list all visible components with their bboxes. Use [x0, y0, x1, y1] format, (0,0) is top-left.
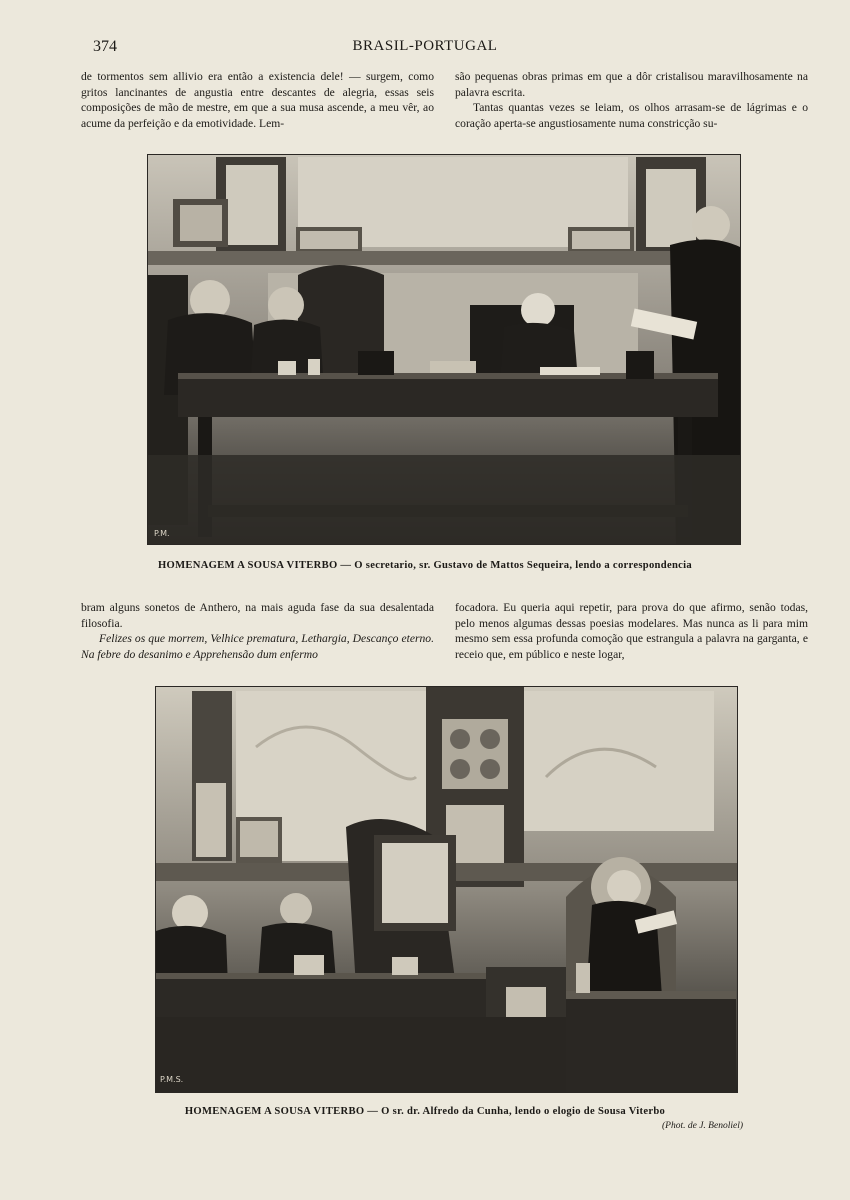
photo-eulogy-reading: [155, 686, 738, 1093]
paragraph: [81, 631, 434, 662]
paragraph: focadora. Eu queria aqui repetir, para prova do que afirmo, senão todas, pelo menos algumas dessas poesias modelares. Mas nunca as li para mim mesmo sem essa profunda comoção que estrangula a palavra na garganta, e receio que, em público e neste logar,: [455, 601, 808, 661]
photo-image: [148, 155, 740, 544]
text-column-mid-right: [455, 600, 808, 662]
text-column-top-right: [455, 69, 808, 131]
photo-caption: HOMENAGEM A SOUSA VITERBO — O secretario, sr. Gustavo de Mattos Sequeira, lendo a correspondencia: [158, 560, 692, 571]
photo-credit: (Phot. de J. Benoliel): [662, 1121, 743, 1131]
italic-poem-titles: Felizes os que morrem, Velhice prematura, Lethargia, Descanço eterno. Na febre do desanimo e Apprehensão dum enfermo: [81, 632, 434, 661]
running-title: BRASIL-PORTUGAL: [352, 38, 498, 54]
photo-image: [156, 687, 737, 1092]
text-column-mid-left: [81, 600, 434, 662]
paragraph: de tormentos sem allivio era então a existencia dele! — surgem, como gritos lancinantes de angustia entre descantes de alegria, essas seis composições de mão de mestre, em que a sua musa ascende, a meu vêr, ao acume da perfeição e da emotividade. Lem-: [81, 70, 434, 130]
photo-secretary-reading: [147, 154, 741, 545]
photo-caption: HOMENAGEM A SOUSA VITERBO — O sr. dr. Alfredo da Cunha, lendo o elogio de Sousa Viterbo: [184, 1106, 666, 1117]
photographer-monogram: P.M.S.: [160, 1075, 184, 1084]
paragraph: bram alguns sonetos de Anthero, na mais aguda fase da sua desalentada filosofia.: [81, 601, 434, 630]
page-number: 374: [93, 38, 117, 55]
paragraph: são pequenas obras primas em que a dôr cristalisou maravilhosamente na palavra escrita.: [455, 70, 808, 99]
photographer-monogram: P.M.: [154, 529, 170, 538]
paragraph: Tantas quantas vezes se leiam, os olhos arrasam-se de lágrimas e o coração aperta-se angustiosamente numa constricção su-: [455, 101, 808, 130]
text-column-top-left: [81, 69, 434, 131]
